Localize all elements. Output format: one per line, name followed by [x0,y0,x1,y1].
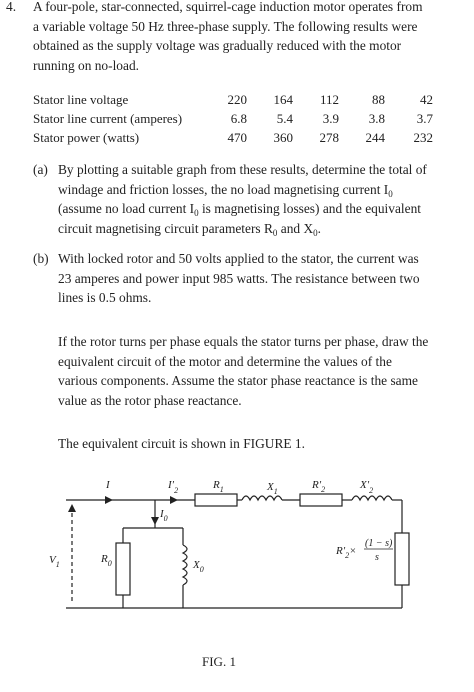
current-arrow [170,496,178,504]
part-a-line [58,199,427,219]
part-b-line: With locked rotor and 50 volts applied to the stator, the current was [58,251,419,266]
table-cell: 112 [319,91,339,107]
figure-intro: The equivalent circuit is shown in FIGURE 1. [58,436,305,451]
table-cell: 220 [227,91,247,107]
x0-inductor [183,545,187,585]
row-label: Stator line voltage [33,91,129,107]
equivalent-circuit [0,470,474,650]
table-cell: 244 [365,129,385,145]
x2-inductor [352,496,392,500]
table-cell: 164 [273,91,293,107]
subscript: 0 [272,228,278,239]
part-b-line: If the rotor turns per phase equals the stator turns per phase, draw the [58,334,429,349]
part-a-line [58,180,427,200]
intro-line: running on no-load. [33,58,139,74]
row-label: Stator power (watts) [33,129,140,145]
figure-caption: FIG. 1 [202,654,236,669]
part-a-text [58,160,427,239]
label-v1: $V_1$ [49,554,60,569]
part-b-line: equivalent circuit of the motor and determine the values of the [58,353,392,369]
label-i2p: $I'_2$ [168,479,179,495]
part-b-paragraph-2 [58,332,428,411]
label-x0: $X_0$ [193,559,204,574]
x1-inductor [242,496,282,500]
label-x1: $X_1$ [267,481,278,496]
intro-line: a variable voltage 50 Hz three-phase supply. The following results were [33,18,418,34]
part-a-text-span: and X [277,221,314,237]
label-load: $R'_2\times$ [336,545,357,560]
table-cell: 88 [372,91,385,107]
label-i0: $I_0$ [160,508,168,523]
results-table [33,90,433,147]
r2-resistor [300,494,342,506]
part-a-line [58,219,427,239]
row-label: Stator line current (amperes) [33,110,183,126]
part-a-text-span: windage and friction losses, the no load magnetising current I [58,181,389,197]
table-row [33,128,433,147]
r1-resistor [195,494,237,506]
subscript: 0 [313,228,318,239]
part-b-text [58,249,420,308]
part-a-marker: (a) [33,162,48,177]
table-row [33,109,433,128]
current-arrow [151,517,159,525]
table-cell: 232 [413,129,433,145]
label-i: I [106,479,110,491]
subscript: 0 [194,208,199,219]
label-r1: $R_1$ [213,479,224,494]
table-cell: 3.8 [368,110,385,126]
table-cell: 3.7 [416,110,433,126]
label-r0: $R_0$ [101,553,112,568]
table-cell: 278 [319,129,339,145]
label-load-denominator: s [375,552,379,563]
label-load-numerator: (1 − s) [365,538,393,549]
label-r2p: $R'_2$ [312,479,326,494]
intro-paragraph [33,0,423,76]
part-a-text-span: is magnetising losses) and the equivalent [198,201,421,217]
part-b-line: value as the rotor phase reactance. [58,393,242,409]
question-number: 4. [6,0,17,14]
table-cell: 3.9 [322,110,339,126]
part-b-line: various components. Assume the stator phase reactance is the same [58,373,418,389]
table-cell: 360 [273,129,293,145]
part-a-text-span: . [317,221,321,237]
part-a-line: By plotting a suitable graph from these results, determine the total of [58,162,427,177]
part-a-text-span: circuit magnetising circuit parameters R [58,221,273,237]
subscript: 0 [388,188,393,199]
part-b-marker: (b) [33,251,49,266]
table-cell: 6.8 [230,110,247,126]
table-cell: 5.4 [276,110,293,126]
part-b-line: 23 amperes and power input 985 watts. The resistance between two [58,270,420,286]
intro-line: A four-pole, star-connected, squirrel-cage induction motor operates from [33,0,423,14]
intro-line: obtained as the supply voltage was gradually reduced with the motor [33,38,402,54]
table-row [33,90,433,109]
table-cell: 42 [420,91,433,107]
r0-resistor [116,543,130,595]
table-cell: 470 [227,129,247,145]
label-x2p: $X'_2$ [360,479,374,495]
load-resistor [395,533,409,585]
part-a-text-span: (assume no load current I [58,201,195,217]
part-b-line: lines is 0.5 ohms. [58,290,152,306]
current-arrow [105,496,113,504]
